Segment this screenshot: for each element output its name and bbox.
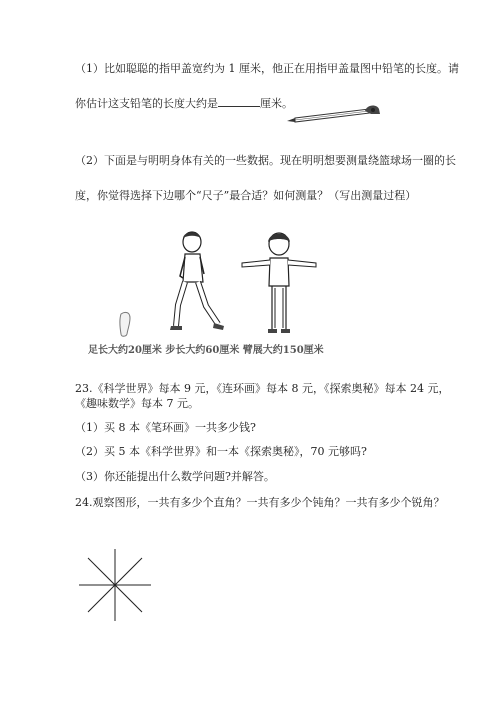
body-question-line1: （2）下面是与明明身体有关的一些数据。现在明明想要测量绕篮球场一圈的长 — [75, 154, 456, 167]
footprint-illustration — [115, 310, 137, 338]
angle-figure — [75, 545, 155, 625]
pencil-question-line2 — [75, 96, 293, 111]
q23-sub3: （3）你还能提出什么数学问题?并解答。 — [75, 470, 275, 483]
q24-line1: 24.观察图形，一共有多少个直角？一共有多少个钝角？一共有多少个锐角？ — [75, 496, 445, 509]
arm-span-girl-illustration — [240, 232, 318, 335]
q23-line2: 《趣味数学》每本 7 元。 — [75, 397, 199, 410]
walking-boy-illustration — [168, 230, 228, 335]
pencil-question-suffix: 厘米。 — [260, 97, 293, 110]
body-data-caption: 足长大约20厘米 步长大约60厘米 臂展大约150厘米 — [88, 345, 324, 356]
body-question-line2: 度，你觉得选择下边哪个“尺子”最合适？如何测量？（写出测量过程） — [75, 189, 417, 202]
pencil-question-prefix: 你估计这支铅笔的长度大约是 — [75, 97, 218, 110]
pencil-question-line1: （1）比如聪聪的指甲盖宽约为 1 厘米，他正在用指甲盖量图中铅笔的长度。请 — [75, 62, 459, 75]
answer-blank[interactable] — [218, 96, 260, 107]
q23-sub1: （1）买 8 本《笔环画》一共多少钱? — [75, 421, 256, 434]
pencil-illustration — [285, 105, 385, 127]
q23-line1: 23.《科学世界》每本 9 元，《连环画》每本 8 元，《探索奥秘》每本 24 元， — [75, 382, 450, 395]
q23-sub2: （2）买 5 本《科学世界》和一本《探索奥秘》，70 元够吗? — [75, 445, 367, 458]
